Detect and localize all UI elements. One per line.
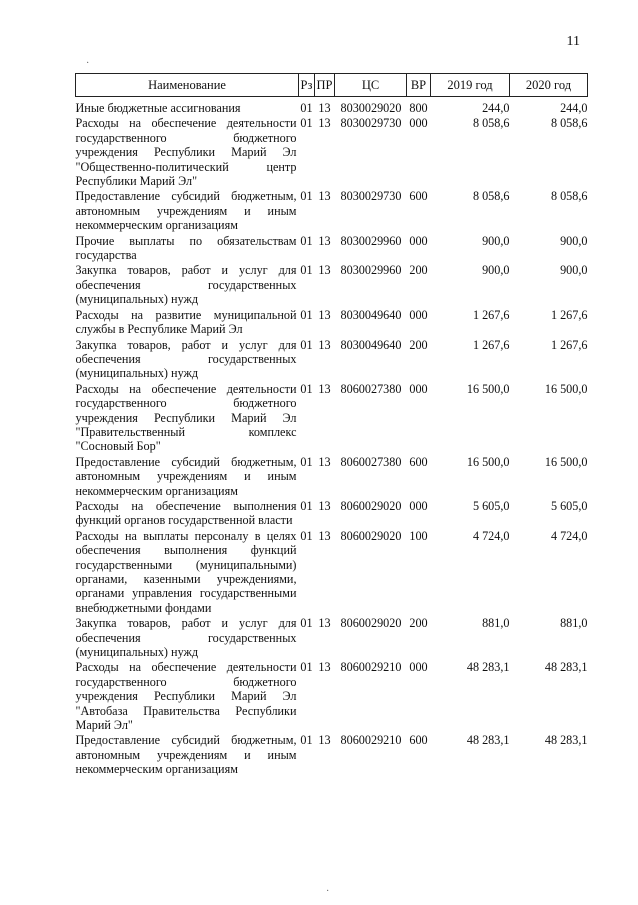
table-row: [76, 381, 588, 454]
header-pr: ПР: [315, 74, 335, 97]
cell-vr: 600: [409, 733, 428, 748]
cell-y2020: 900,0: [560, 233, 588, 248]
table-row: [76, 732, 588, 776]
cell-cs: 8030029960: [340, 233, 402, 248]
cell-rz: 01: [300, 528, 313, 543]
cell-rz: 01: [300, 307, 313, 322]
cell-rz: 01: [300, 660, 313, 675]
cell-pr: 13: [318, 733, 331, 748]
cell-pr: 13: [318, 337, 331, 352]
cell-rz: 01: [300, 454, 313, 469]
cell-rz: 01: [300, 101, 313, 115]
cell-rz: 01: [300, 381, 313, 396]
cell-name: Расходы на обеспечение деятельности государственного бюджетного учреждения Республики Марий Эл "Общественно-политический центр Республики Марий Эл": [75, 116, 297, 189]
cell-y2019: 1 267,6: [472, 307, 510, 322]
scan-speck: ·: [86, 58, 90, 69]
cell-cs: 8030029730: [340, 116, 402, 131]
cell-y2019: 5 605,0: [472, 498, 510, 513]
table-row: [76, 528, 588, 615]
cell-pr: 13: [318, 528, 331, 543]
cell-cs: 8060027380: [340, 454, 402, 469]
cell-name: Расходы на развитие муниципальной службы в Республике Марий Эл: [75, 307, 297, 337]
table-row: [76, 115, 588, 188]
header-name: Наименование: [76, 74, 299, 97]
cell-y2019: 244,0: [482, 101, 510, 115]
cell-vr: 200: [409, 337, 428, 352]
table-row: [76, 615, 588, 659]
cell-y2020: 48 283,1: [544, 733, 588, 748]
cell-pr: 13: [318, 101, 331, 115]
cell-vr: 000: [409, 498, 428, 513]
cell-pr: 13: [318, 189, 331, 204]
cell-cs: 8060029210: [340, 660, 402, 675]
cell-pr: 13: [318, 116, 331, 131]
cell-y2019: 900,0: [482, 233, 510, 248]
header-cs: ЦС: [335, 74, 407, 97]
cell-name: Предоставление субсидий бюджетным, автономным учреждениям и иным некоммерческим организациям: [75, 189, 297, 233]
cell-name: Расходы на выплаты персоналу в целях обеспечения выполнения функций государственными (муниципальными) органами, казенными учреждениями, органами управления государственными внебюджетными фондами: [75, 528, 297, 615]
cell-y2019: 48 283,1: [466, 733, 510, 748]
cell-pr: 13: [318, 233, 331, 248]
cell-cs: 8030029960: [340, 263, 402, 278]
cell-name: Предоставление субсидий бюджетным, автономным учреждениям и иным некоммерческим организациям: [75, 733, 297, 777]
cell-vr: 600: [409, 454, 428, 469]
cell-pr: 13: [318, 616, 331, 631]
cell-rz: 01: [300, 189, 313, 204]
budget-table: [75, 73, 588, 777]
cell-pr: 13: [318, 454, 331, 469]
cell-y2020: 48 283,1: [544, 660, 588, 675]
cell-vr: 000: [409, 381, 428, 396]
cell-name: Иные бюджетные ассигнования: [75, 101, 241, 115]
cell-cs: 8060027380: [340, 381, 402, 396]
cell-y2020: 244,0: [560, 101, 588, 115]
cell-y2020: 881,0: [560, 616, 588, 631]
cell-vr: 800: [409, 101, 428, 115]
cell-vr: 000: [409, 660, 428, 675]
page-number: 11: [566, 34, 580, 49]
cell-vr: 000: [409, 233, 428, 248]
table-row: [76, 337, 588, 381]
cell-cs: 8030049640: [340, 337, 402, 352]
cell-vr: 200: [409, 263, 428, 278]
cell-name: Расходы на обеспечение деятельности государственного бюджетного учреждения Республики Марий Эл "Правительственный комплекс "Сосновый Бор": [75, 381, 297, 454]
table-row: [76, 233, 588, 263]
cell-pr: 13: [318, 263, 331, 278]
table-row: [76, 97, 588, 116]
cell-y2019: 1 267,6: [472, 337, 510, 352]
cell-y2019: 4 724,0: [472, 528, 510, 543]
cell-y2019: 881,0: [482, 616, 510, 631]
cell-cs: 8030029730: [340, 189, 402, 204]
cell-y2020: 1 267,6: [550, 307, 588, 322]
cell-y2020: 16 500,0: [544, 381, 588, 396]
header-2019: 2019 год: [431, 74, 510, 97]
cell-name: Закупка товаров, работ и услуг для обеспечения государственных (муниципальных) нужд: [75, 337, 297, 381]
cell-vr: 200: [409, 616, 428, 631]
cell-y2020: 4 724,0: [550, 528, 588, 543]
cell-rz: 01: [300, 337, 313, 352]
cell-y2019: 48 283,1: [466, 660, 510, 675]
cell-name: Расходы на обеспечение выполнения функций органов государственной власти: [75, 498, 297, 528]
cell-y2020: 900,0: [560, 263, 588, 278]
cell-cs: 8030029020: [340, 101, 402, 115]
cell-y2020: 8 058,6: [550, 116, 588, 131]
cell-name: Закупка товаров, работ и услуг для обеспечения государственных (муниципальных) нужд: [75, 263, 297, 307]
cell-vr: 100: [409, 528, 428, 543]
cell-y2019: 8 058,6: [472, 116, 510, 131]
cell-cs: 8060029020: [340, 498, 402, 513]
cell-name: Предоставление субсидий бюджетным, автономным учреждениям и иным некоммерческим организациям: [75, 454, 297, 498]
cell-vr: 600: [409, 189, 428, 204]
table-row: [76, 498, 588, 528]
cell-pr: 13: [318, 660, 331, 675]
header-vr: ВР: [407, 74, 431, 97]
table-header-row: [76, 74, 588, 97]
cell-cs: 8060029020: [340, 616, 402, 631]
header-2020: 2020 год: [510, 74, 588, 97]
cell-pr: 13: [318, 498, 331, 513]
cell-y2019: 16 500,0: [466, 381, 510, 396]
cell-cs: 8060029210: [340, 733, 402, 748]
table-row: [76, 659, 588, 732]
table-row: [76, 454, 588, 498]
cell-rz: 01: [300, 263, 313, 278]
cell-pr: 13: [318, 307, 331, 322]
cell-vr: 000: [409, 116, 428, 131]
cell-cs: 8030049640: [340, 307, 402, 322]
cell-cs: 8060029020: [340, 528, 402, 543]
cell-rz: 01: [300, 233, 313, 248]
table-row: [76, 262, 588, 306]
table-row: [76, 307, 588, 337]
cell-vr: 000: [409, 307, 428, 322]
cell-y2019: 16 500,0: [466, 454, 510, 469]
scan-speck: ·: [326, 886, 330, 897]
cell-name: Прочие выплаты по обязательствам государства: [75, 233, 297, 263]
cell-y2020: 16 500,0: [544, 454, 588, 469]
cell-y2019: 8 058,6: [472, 189, 510, 204]
cell-rz: 01: [300, 616, 313, 631]
cell-name: Закупка товаров, работ и услуг для обеспечения государственных (муниципальных) нужд: [75, 616, 297, 660]
header-rz: Рз: [299, 74, 315, 97]
cell-y2020: 5 605,0: [550, 498, 588, 513]
cell-y2020: 1 267,6: [550, 337, 588, 352]
cell-rz: 01: [300, 116, 313, 131]
table-body: [76, 97, 588, 777]
cell-rz: 01: [300, 498, 313, 513]
cell-y2019: 900,0: [482, 263, 510, 278]
cell-pr: 13: [318, 381, 331, 396]
cell-rz: 01: [300, 733, 313, 748]
cell-y2020: 8 058,6: [550, 189, 588, 204]
table-row: [76, 188, 588, 232]
cell-name: Расходы на обеспечение деятельности государственного бюджетного учреждения Республики Марий Эл "Автобаза Правительства Республики Марий Эл": [75, 660, 297, 733]
